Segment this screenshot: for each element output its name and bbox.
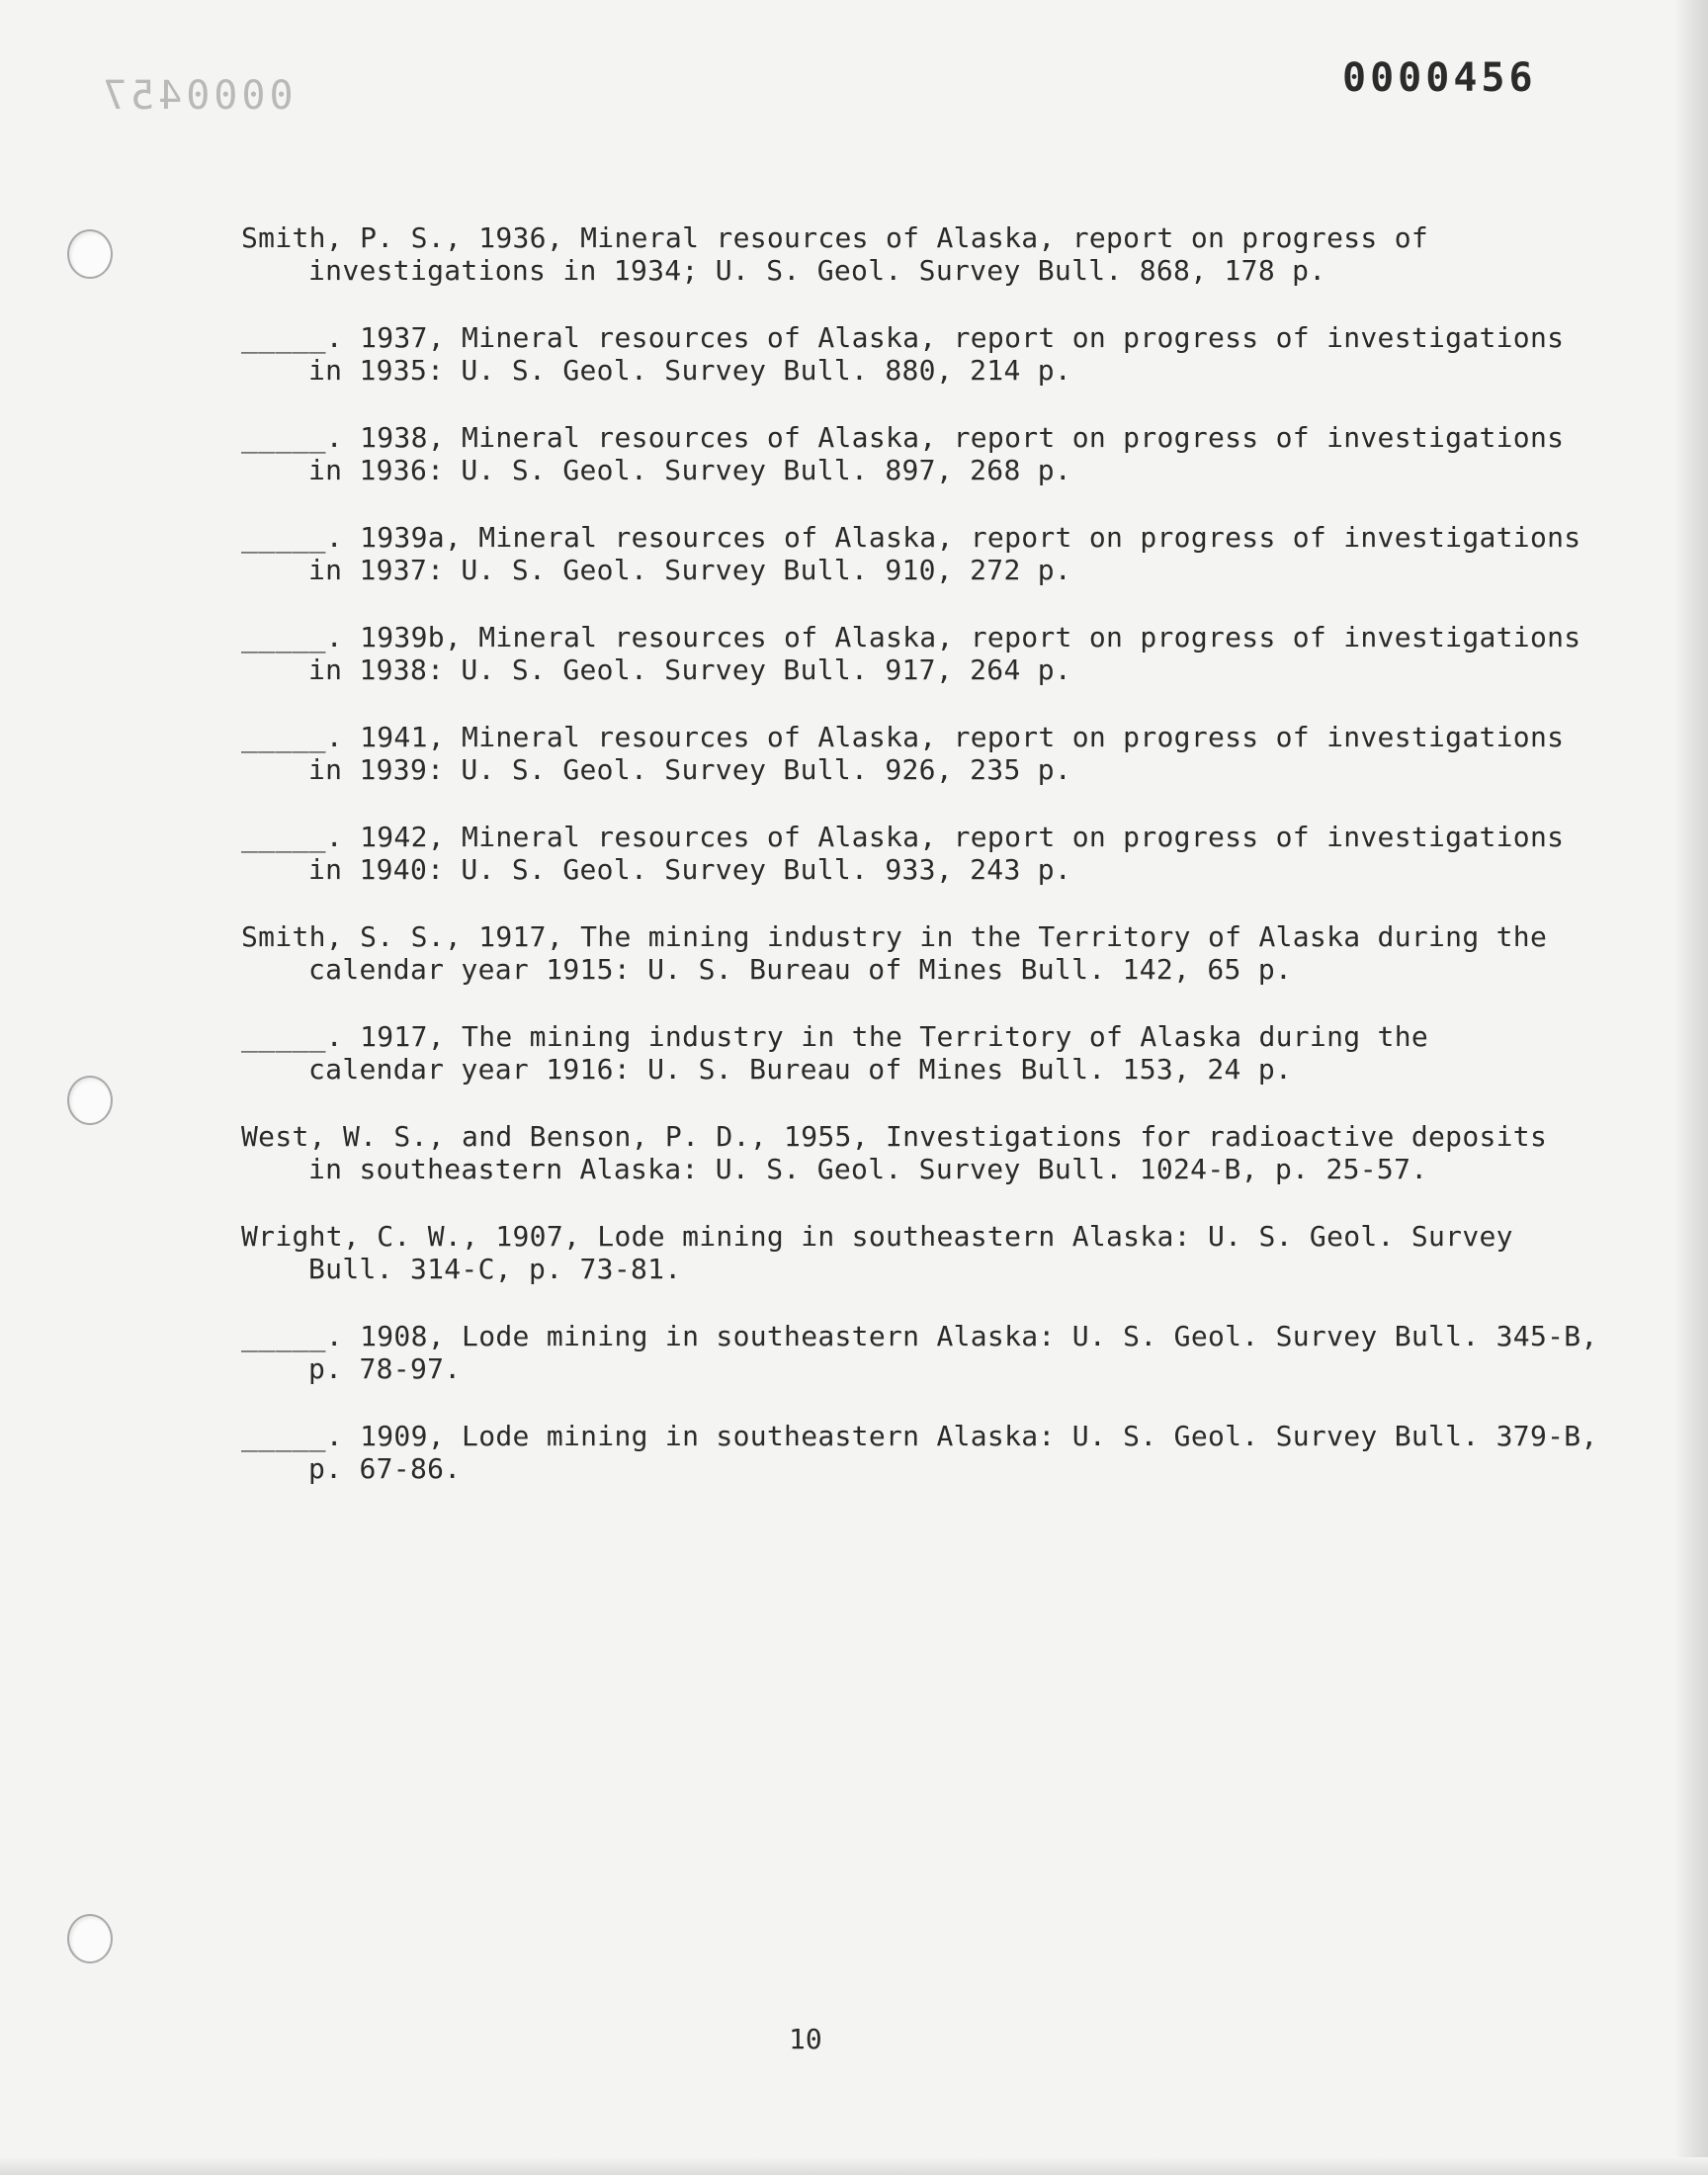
reference-line-2: p. 78-97. [308, 1352, 462, 1385]
reference-line-1: Wright, C. W., 1907, Lode mining in southeastern Alaska: U. S. Geol. Survey [241, 1220, 1513, 1253]
reference-line-1: Smith, P. S., 1936, Mineral resources of Alaska, report on progress of [241, 221, 1429, 254]
reference-line-2: in 1936: U. S. Geol. Survey Bull. 897, 268 p. [308, 454, 1072, 486]
reference-line-2: p. 67-86. [308, 1452, 462, 1485]
reference-line-2: in 1938: U. S. Geol. Survey Bull. 917, 264 p. [308, 653, 1072, 686]
reference-line-1: _____. 1939a, Mineral resources of Alaska, report on progress of investigations [241, 521, 1581, 554]
reference-line-1: _____. 1917, The mining industry in the Territory of Alaska during the [241, 1020, 1429, 1053]
reference-line-2: investigations in 1934; U. S. Geol. Survey Bull. 868, 178 p. [308, 254, 1326, 287]
reference-line-2: in southeastern Alaska: U. S. Geol. Survey Bull. 1024-B, p. 25-57. [308, 1153, 1428, 1185]
reference-entry [241, 421, 1605, 486]
reference-list [241, 221, 1605, 1520]
reference-line-1: _____. 1937, Mineral resources of Alaska, report on progress of investigations [241, 321, 1565, 354]
punch-hole-bottom [67, 1914, 113, 1963]
reference-entry [241, 521, 1605, 586]
reference-entry [241, 1420, 1605, 1485]
reference-entry [241, 221, 1605, 287]
reference-line-2: in 1935: U. S. Geol. Survey Bull. 880, 214 p. [308, 354, 1072, 387]
page-number: 10 [789, 2023, 822, 2055]
reference-entry [241, 821, 1605, 886]
reference-line-1: _____. 1908, Lode mining in southeastern Alaska: U. S. Geol. Survey Bull. 345-B, [241, 1320, 1598, 1352]
reference-line-1: West, W. S., and Benson, P. D., 1955, Investigations for radioactive deposits [241, 1120, 1548, 1153]
reference-entry [241, 1220, 1605, 1285]
document-stamp-number: 0000456 [1342, 55, 1537, 101]
reference-line-2: calendar year 1915: U. S. Bureau of Mines Bull. 142, 65 p. [308, 953, 1293, 986]
reference-entry [241, 321, 1605, 387]
reference-line-1: _____. 1938, Mineral resources of Alaska, report on progress of investigations [241, 421, 1565, 454]
page-edge-shadow [1674, 0, 1708, 2175]
reference-line-1: _____. 1939b, Mineral resources of Alaska, report on progress of investigations [241, 621, 1581, 653]
punch-hole-top [67, 229, 113, 279]
reference-entry [241, 721, 1605, 786]
reference-entry [241, 1020, 1605, 1086]
reference-line-1: _____. 1942, Mineral resources of Alaska, report on progress of investigations [241, 821, 1565, 853]
reference-line-2: in 1939: U. S. Geol. Survey Bull. 926, 235 p. [308, 753, 1072, 786]
reference-line-2: in 1937: U. S. Geol. Survey Bull. 910, 272 p. [308, 554, 1072, 586]
reference-line-1: _____. 1941, Mineral resources of Alaska, report on progress of investigations [241, 721, 1565, 753]
reference-entry [241, 1320, 1605, 1385]
reference-line-1: Smith, S. S., 1917, The mining industry in the Territory of Alaska during the [241, 920, 1548, 953]
reference-line-2: calendar year 1916: U. S. Bureau of Mines Bull. 153, 24 p. [308, 1053, 1293, 1086]
reference-line-2: in 1940: U. S. Geol. Survey Bull. 933, 243 p. [308, 853, 1072, 886]
reference-entry [241, 621, 1605, 686]
reference-entry [241, 920, 1605, 986]
punch-hole-middle [67, 1076, 113, 1125]
reference-line-2: Bull. 314-C, p. 73-81. [308, 1253, 682, 1285]
reference-entry [241, 1120, 1605, 1185]
page-bottom-shadow [0, 2157, 1708, 2175]
faded-bleed-through-stamp: 0000457 [99, 73, 294, 119]
reference-line-1: _____. 1909, Lode mining in southeastern Alaska: U. S. Geol. Survey Bull. 379-B, [241, 1420, 1598, 1452]
